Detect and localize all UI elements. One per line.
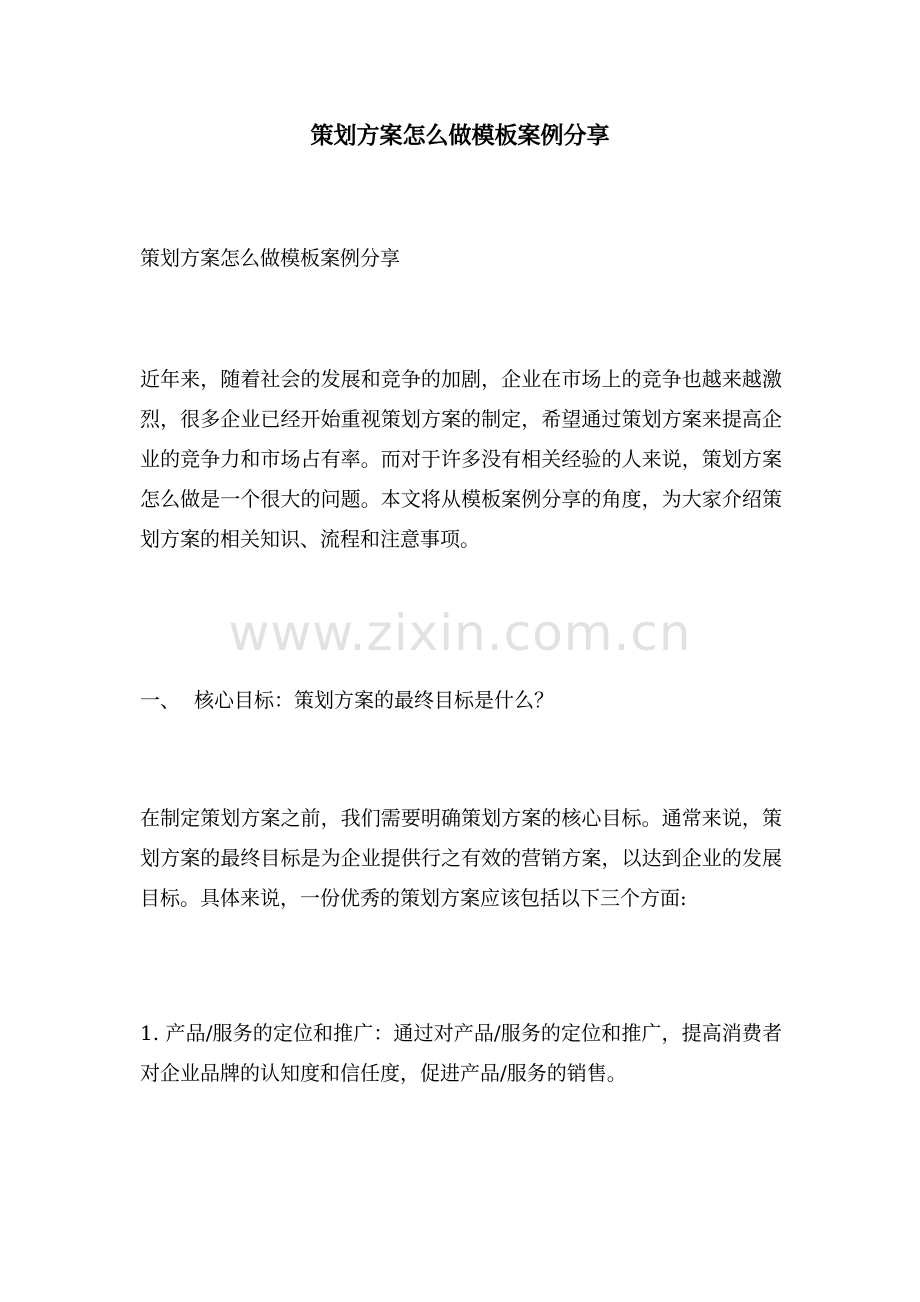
intro-paragraph: 近年来，随着社会的发展和竞争的加剧，企业在市场上的竞争也越来越激烈，很多企业已经开始重视策划方案的制定，希望通过策划方案来提高企业的竞争力和市场占有率。而对于许多没有相关经验的人来说，策划方案怎么做是一个很大的问题。本文将从模板案例分享的角度，为大家介绍策划方案的相关知识、流程和注意事项。 (140, 367, 782, 551)
document-title: 策划方案怎么做模板案例分享 (310, 122, 610, 149)
section-heading-text: 核心目标：策划方案的最终目标是什么？ (194, 688, 554, 712)
section-heading (140, 680, 782, 720)
section-number: 一、 (140, 688, 180, 712)
list-item: 1. 产品/服务的定位和推广：通过对产品/服务的定位和推广，提高消费者对企业品牌的认知度和信任度，促进产品/服务的销售。 (140, 1021, 782, 1085)
watermark: www.zixin.com.cn (228, 604, 692, 662)
document-subtitle: 策划方案怎么做模板案例分享 (140, 246, 400, 270)
section-paragraph: 在制定策划方案之前，我们需要明确策划方案的核心目标。通常来说，策划方案的最终目标是为企业提供行之有效的营销方案，以达到企业的发展目标。具体来说，一份优秀的策划方案应该包括以下三个方面: (140, 806, 782, 910)
